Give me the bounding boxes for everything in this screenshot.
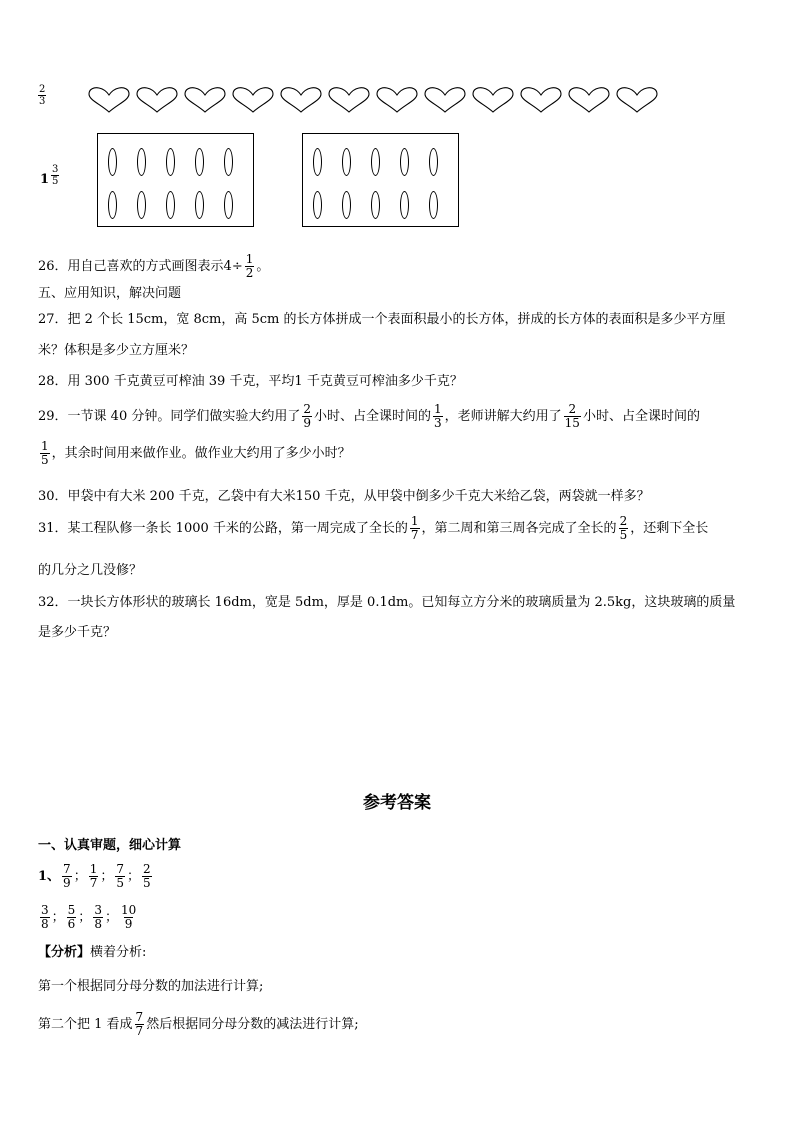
oval-shape <box>313 148 322 176</box>
oval-shape <box>166 148 175 176</box>
denominator: 8 <box>94 917 102 931</box>
numerator: 2 <box>619 514 628 528</box>
answers-title: 参考答案 <box>363 793 431 813</box>
heart-shape <box>137 88 177 112</box>
separator: ； <box>73 869 87 884</box>
answer-row2-fractions <box>38 903 139 931</box>
q31-part3: ，还剩下全长 <box>630 521 709 536</box>
numerator: 3 <box>52 164 59 175</box>
oval-shape <box>342 191 351 219</box>
analysis-line2-post: 然后根据同分母分数的减法进行计算; <box>146 1017 359 1032</box>
q29-part1: 29．一节课 40 分钟。同学们做实验大约用了 <box>38 409 301 424</box>
analysis-text: 横着分析: <box>90 945 147 960</box>
q29-fraction3 <box>564 403 581 430</box>
oval-shape <box>400 148 409 176</box>
denominator: 7 <box>89 876 98 890</box>
question-29-line1 <box>38 403 700 431</box>
answers-row-2 <box>38 898 139 938</box>
fraction-three-fifths <box>51 164 59 187</box>
question-32-line2: 是多少千克？ <box>38 625 117 640</box>
question-29-line2 <box>38 440 351 468</box>
numerator: 2 <box>568 402 577 416</box>
section-5-heading: 五、应用知识，解决问题 <box>38 286 182 301</box>
q29-fraction4 <box>40 440 50 467</box>
oval-shape <box>313 191 322 219</box>
separator: ； <box>127 869 141 884</box>
denominator: 3 <box>39 96 46 107</box>
oval-shape <box>224 191 233 219</box>
heart-shape <box>521 88 561 112</box>
denominator: 7 <box>410 528 419 542</box>
oval-shape <box>195 148 204 176</box>
answer-fraction <box>40 904 50 931</box>
numerator: 1 <box>89 862 98 876</box>
oval-shape <box>166 191 175 219</box>
heart-shape <box>233 88 273 112</box>
denominator: 9 <box>63 876 71 890</box>
separator: ； <box>51 910 65 925</box>
heart-shape <box>617 88 657 112</box>
denominator: 5 <box>41 453 49 467</box>
q31-fraction1 <box>410 515 420 542</box>
q31-part1: 31．某工程队修一条长 1000 千米的公路，第一周完成了全长的 <box>38 521 408 536</box>
q29-part5: ，其余时间用来做作业。做作业大约用了多少小时？ <box>51 446 351 461</box>
heart-shape <box>569 88 609 112</box>
numerator: 7 <box>135 1010 144 1024</box>
numerator: 3 <box>94 903 102 917</box>
answers-row-1 <box>38 857 154 897</box>
oval-shape <box>108 148 117 176</box>
answers-section-1: 一、认真审题，细心计算 <box>38 838 182 853</box>
oval-shape <box>371 148 380 176</box>
analysis-line-2 <box>38 1005 359 1045</box>
q29-fraction1 <box>302 403 312 430</box>
numerator: 7 <box>116 862 124 876</box>
numerator: 2 <box>143 862 151 876</box>
oval-shape <box>137 191 146 219</box>
analysis-fraction <box>135 1011 145 1038</box>
denominator: 2 <box>245 266 254 280</box>
denominator: 5 <box>116 876 124 890</box>
analysis-line2-pre: 第二个把 1 看成 <box>38 1017 133 1032</box>
numerator: 1 <box>410 514 419 528</box>
q26-fraction <box>245 253 255 280</box>
oval-shape <box>137 148 146 176</box>
heart-shape <box>329 88 369 112</box>
q26-text: 26．用自己喜欢的方式画图表示4÷ <box>38 259 243 274</box>
question-26 <box>38 253 269 280</box>
denominator: 9 <box>124 917 133 931</box>
question-27-line1: 27．把 2 个长 15cm，宽 8cm，高 5cm 的长方体拼成一个表面积最小的长方体，拼成的长方体的表面积是多少平方厘 <box>38 312 726 327</box>
q29-part3: ，老师讲解大约用了 <box>444 409 562 424</box>
oval-box-2 <box>302 133 459 227</box>
hearts-row <box>88 86 663 114</box>
mixed-whole: 1 <box>40 172 50 187</box>
answer-fraction <box>62 863 72 890</box>
question-28: 28．用 300 千克黄豆可榨油 39 千克，平均1 千克黄豆可榨油多少千克？ <box>38 374 463 389</box>
denominator: 9 <box>303 416 311 430</box>
numerator: 2 <box>39 84 46 95</box>
denominator: 5 <box>52 176 59 187</box>
q29-part4: 小时、占全课时间的 <box>582 409 700 424</box>
denominator: 6 <box>67 917 76 931</box>
heart-shape <box>377 88 417 112</box>
heart-shape <box>89 88 129 112</box>
oval-shape <box>400 191 409 219</box>
heart-shape <box>425 88 465 112</box>
q31-part2: ，第二周和第三周各完成了全长的 <box>421 521 617 536</box>
question-30: 30．甲袋中有大米 200 千克，乙袋中有大米150 千克，从甲袋中倒多少千克大米给乙袋，两袋就一样多？ <box>38 489 650 504</box>
numerator: 5 <box>67 903 76 917</box>
answer-fraction <box>115 863 125 890</box>
q29-fraction2 <box>433 403 443 430</box>
heart-shape <box>281 88 321 112</box>
oval-shape <box>371 191 380 219</box>
answer-fraction <box>93 904 103 931</box>
heart-shape <box>473 88 513 112</box>
q29-part2: 小时、占全课时间的 <box>314 409 432 424</box>
answer-row1-fractions <box>60 862 154 890</box>
oval-box-1 <box>97 133 254 227</box>
fraction-two-thirds <box>38 84 46 107</box>
numerator: 1 <box>245 252 254 266</box>
question-31-line2: 的几分之几没修？ <box>38 563 143 578</box>
analysis-heading <box>38 945 146 961</box>
numerator: 1 <box>434 402 442 416</box>
heart-shape <box>185 88 225 112</box>
oval-shape <box>429 148 438 176</box>
denominator: 8 <box>41 917 49 931</box>
answer-fraction <box>120 904 137 931</box>
answer-fraction <box>89 863 99 890</box>
denominator: 3 <box>434 416 442 430</box>
oval-shape <box>224 148 233 176</box>
oval-shape <box>108 191 117 219</box>
numerator: 3 <box>41 903 49 917</box>
separator: ； <box>78 910 92 925</box>
answer-fraction <box>142 863 152 890</box>
denominator: 15 <box>564 416 580 430</box>
analysis-line-1: 第一个根据同分母分数的加法进行计算; <box>38 979 264 994</box>
separator: ； <box>100 869 114 884</box>
answer-1-label: 1、 <box>38 869 61 884</box>
numerator: 7 <box>63 862 71 876</box>
oval-shape <box>429 191 438 219</box>
question-27-line2: 米？体积是多少立方厘米？ <box>38 343 195 358</box>
denominator: 5 <box>143 876 151 890</box>
q31-fraction2 <box>619 515 629 542</box>
question-31-line1 <box>38 515 708 543</box>
numerator: 1 <box>41 439 49 453</box>
numerator: 2 <box>303 402 311 416</box>
numerator: 10 <box>120 903 137 917</box>
separator: ； <box>104 910 118 925</box>
denominator: 7 <box>135 1024 144 1038</box>
question-32-line1: 32．一块长方体形状的玻璃长 16dm，宽是 5dm，厚是 0.1dm。已知每立方分米的玻璃质量为 2.5kg，这块玻璃的质量 <box>38 595 736 610</box>
q26-end: 。 <box>256 259 270 274</box>
oval-shape <box>342 148 351 176</box>
analysis-label: 【分析】 <box>38 945 91 960</box>
oval-shape <box>195 191 204 219</box>
answer-fraction <box>67 904 77 931</box>
denominator: 5 <box>619 528 628 542</box>
